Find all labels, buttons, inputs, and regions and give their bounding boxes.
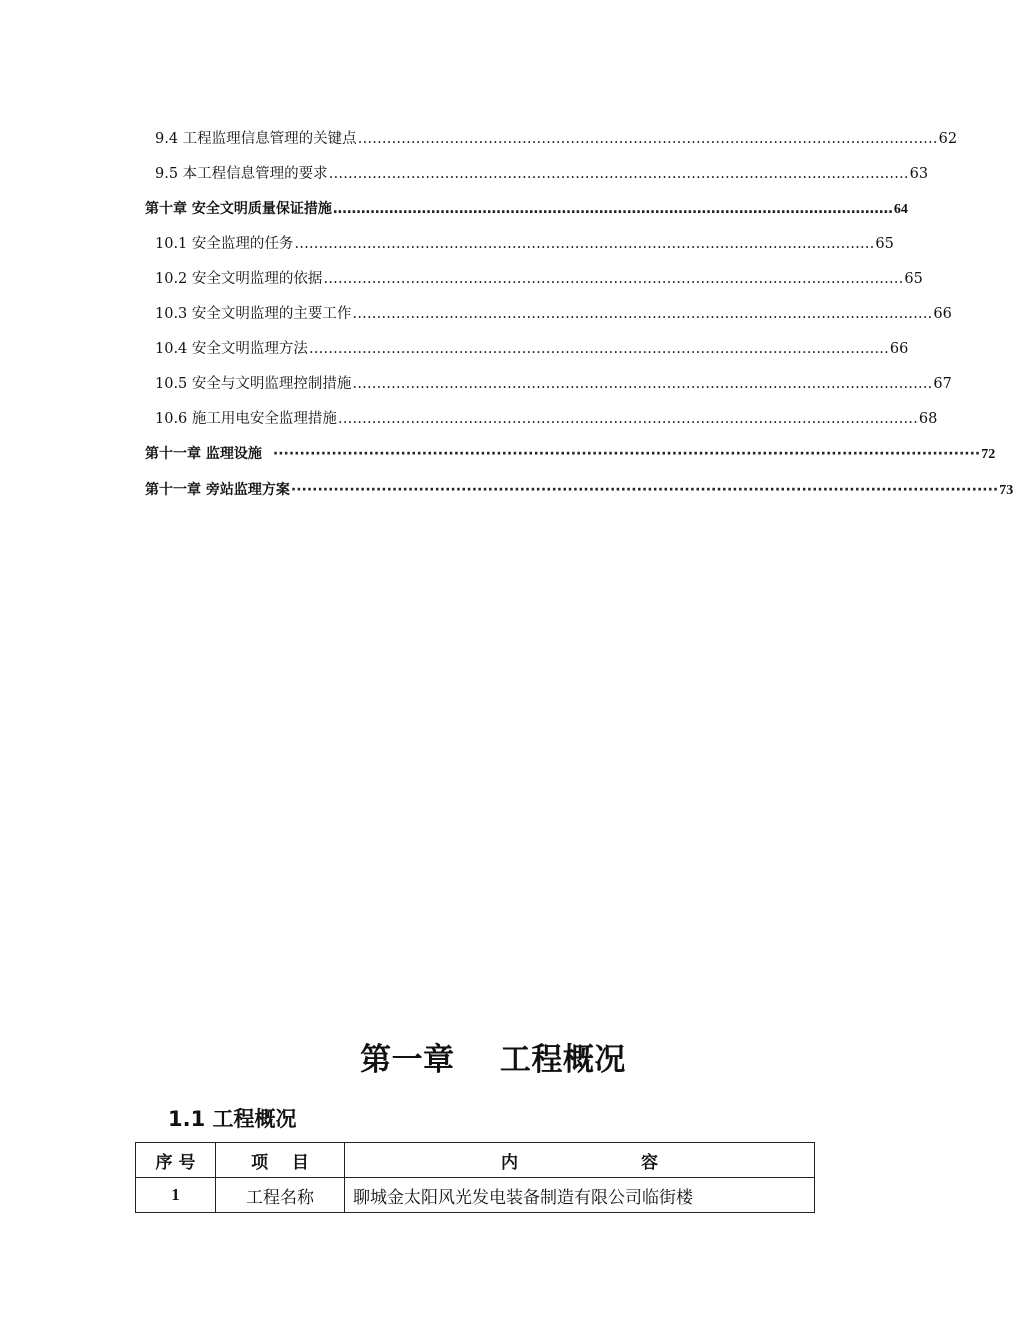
toc-entry-label: 9.4 工程监理信息管理的关键点 <box>155 131 357 147</box>
toc-entry-page: 73 <box>999 483 1013 498</box>
toc-entry[interactable] <box>155 267 923 288</box>
chapter-title: 第一章 工程概况 <box>360 1042 626 1078</box>
toc-entry-label: 10.1 安全监理的任务 <box>155 236 294 252</box>
toc-leader-dots: ····································································································································· <box>272 446 981 462</box>
toc-leader-dots: ………………………………………………………………………………………………………… <box>328 166 909 182</box>
toc-entry-label: 10.2 安全文明监理的依据 <box>155 271 323 287</box>
toc-leader-dots: ………………………………………………………………………………………………………… <box>352 376 933 392</box>
toc-chapter-entry[interactable] <box>145 198 908 218</box>
toc-leader-dots: ………………………………………………………………………………………………………… <box>352 306 933 322</box>
toc-entry-page: 66 <box>933 306 952 322</box>
toc-entry-page: 67 <box>933 376 952 392</box>
toc-entry-label: 第十章 安全文明质量保证措施 <box>145 201 332 217</box>
toc-chapter-entry[interactable] <box>145 479 1013 499</box>
toc-entry-label: 10.4 安全文明监理方法 <box>155 341 308 357</box>
toc-entry-page: 66 <box>889 341 909 357</box>
toc-leader-dots: ………………………………………………………………………………………………………… <box>323 271 904 287</box>
toc-chapter-entry[interactable] <box>145 443 996 463</box>
row-number: 1 <box>136 1178 216 1213</box>
toc-entry-page: 65 <box>875 236 894 252</box>
toc-entry-page: 68 <box>918 411 938 427</box>
header-content-char-2: 容 <box>641 1152 658 1173</box>
row-content: 聊城金太阳风光发电装备制造有限公司临街楼 <box>345 1178 815 1213</box>
header-item: 项 目 <box>216 1143 345 1178</box>
toc-entry[interactable] <box>155 407 938 428</box>
toc-entry-page: 64 <box>893 202 908 217</box>
project-overview-table <box>135 1142 815 1213</box>
section-title: 1.1 工程概况 <box>168 1107 297 1131</box>
toc-entry-page: 62 <box>938 131 958 147</box>
toc-entry-label: 10.3 安全文明监理的主要工作 <box>155 306 352 322</box>
table-header-row <box>136 1143 815 1178</box>
toc-leader-dots: ………………………………………………………………………………………………………… <box>308 341 889 357</box>
toc-entry-page: 65 <box>904 271 923 287</box>
toc-entry[interactable] <box>155 232 894 253</box>
toc-entry-label: 第十一章 监理设施 <box>145 446 262 462</box>
header-content-char-1: 内 <box>501 1152 518 1173</box>
toc-entry[interactable] <box>155 372 952 393</box>
header-content <box>345 1143 815 1178</box>
toc-entry-label: 第十一章 旁站监理方案 <box>145 482 290 498</box>
row-item: 工程名称 <box>216 1178 345 1213</box>
toc-entry-page: 63 <box>909 166 929 182</box>
toc-leader-dots: ………………………………………………………………………………………………………… <box>357 131 938 147</box>
toc-entry-label: 10.5 安全与文明监理控制措施 <box>155 376 352 392</box>
toc-entry-label: 9.5 本工程信息管理的要求 <box>155 166 328 182</box>
toc-entry[interactable] <box>155 337 909 358</box>
toc-entry-page: 72 <box>981 447 996 462</box>
toc-entry-label: 10.6 施工用电安全监理措施 <box>155 411 337 427</box>
toc-leader-dots: ………………………………………………………………………………………………………… <box>294 236 875 252</box>
table-row <box>136 1178 815 1213</box>
toc-entry[interactable] <box>155 127 958 148</box>
header-no: 序 号 <box>136 1143 216 1178</box>
toc-entry[interactable] <box>155 302 952 323</box>
toc-leader-dots: ………………………………………………………………………………………………………… <box>337 411 918 427</box>
toc-leader-dots: ………………………………………………………………………………………………………… <box>332 201 893 217</box>
toc-leader-dots: ····································································································································· <box>290 482 999 498</box>
toc-entry[interactable] <box>155 162 929 183</box>
